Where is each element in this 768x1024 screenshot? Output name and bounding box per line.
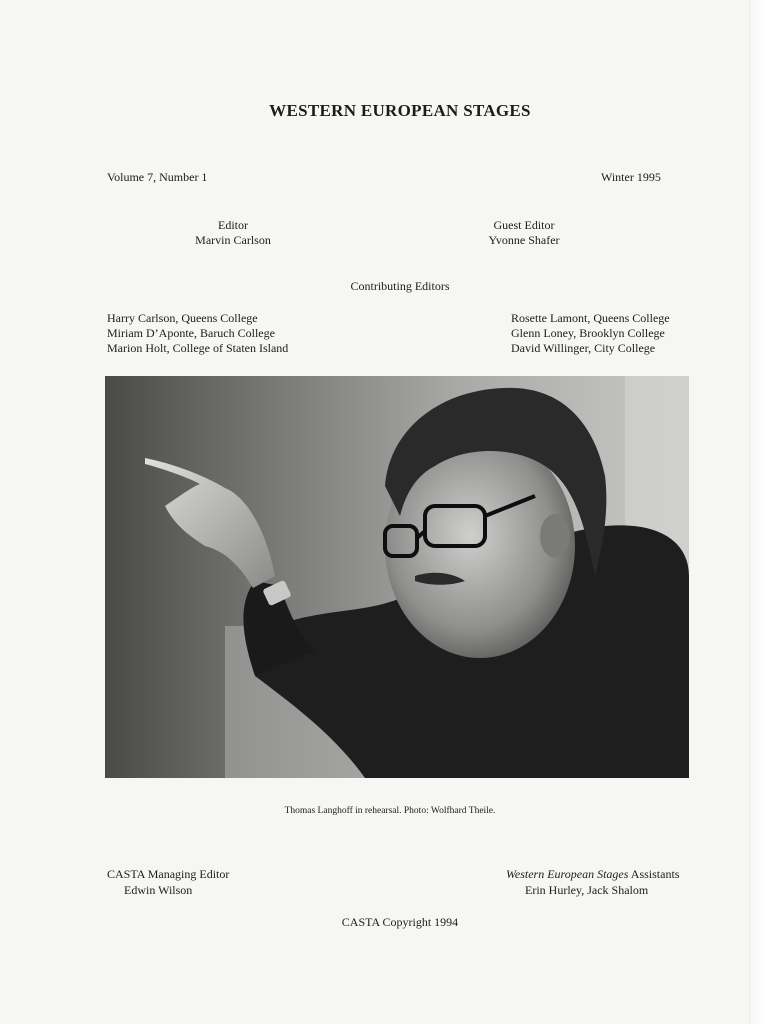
contributing-editor-left: Marion Holt, College of Staten Island [107, 341, 289, 355]
managing-editor-label: CASTA Managing Editor [107, 867, 230, 881]
rehearsal-photo [105, 376, 689, 778]
photo-illustration [105, 376, 689, 778]
managing-editor-name: Edwin Wilson [124, 883, 193, 897]
guest-editor-label: Guest Editor [493, 218, 555, 232]
assistants-label [506, 867, 679, 882]
contributing-editor-right: Rosette Lamont, Queens College [511, 311, 670, 325]
journal-title: WESTERN EUROPEAN STAGES [269, 101, 531, 120]
contributing-editor-right: David Willinger, City College [511, 341, 656, 355]
issue-season: Winter 1995 [601, 170, 661, 184]
page-edge [749, 0, 768, 1024]
editor-name: Marvin Carlson [195, 233, 271, 247]
photo-caption: Thomas Langhoff in rehearsal. Photo: Wolfhard Theile. [284, 806, 496, 816]
contributing-editor-left: Harry Carlson, Queens College [107, 311, 258, 325]
copyright-notice: CASTA Copyright 1994 [341, 915, 459, 929]
assistants-suffix: Assistants [628, 867, 680, 881]
contributing-editors-label: Contributing Editors [350, 279, 450, 293]
assistants-names: Erin Hurley, Jack Shalom [525, 883, 649, 897]
assistants-journal-title: Western European Stages [506, 867, 629, 881]
guest-editor-name: Yvonne Shafer [488, 233, 560, 247]
contributing-editor-right: Glenn Loney, Brooklyn College [511, 326, 665, 340]
editor-label: Editor [218, 218, 248, 232]
volume-number: Volume 7, Number 1 [107, 170, 208, 184]
contributing-editor-left: Miriam D’Aponte, Baruch College [107, 326, 275, 340]
